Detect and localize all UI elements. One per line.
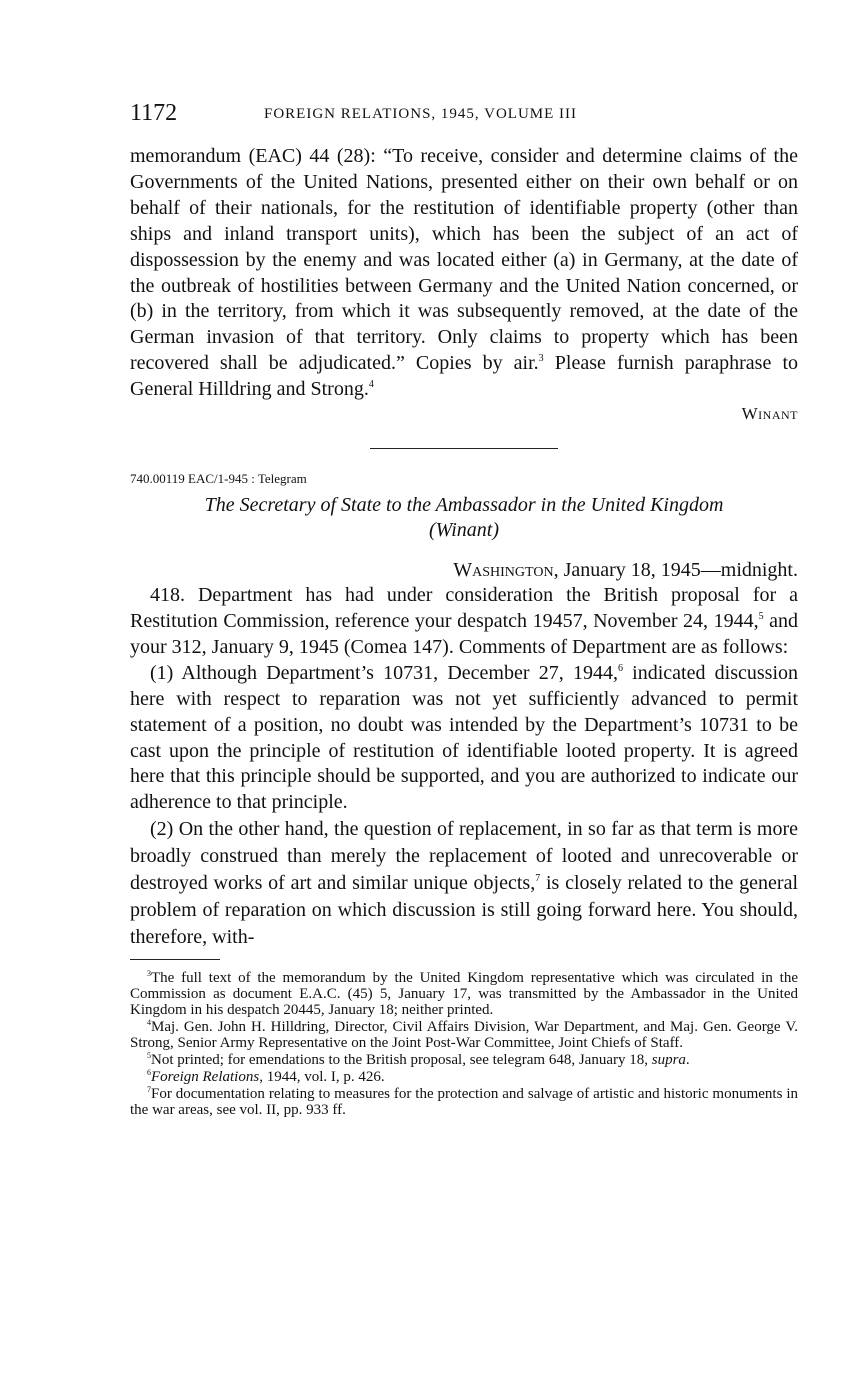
footnote-ref-3[interactable]: 3 — [538, 353, 544, 365]
page-number: 1172 — [130, 100, 178, 126]
footnote-3: $^3$The full text of the memorandum by the United Kingdom representative which was circulated in the Commission as document E.A.C. (45) 5, January 17, was transmitted by the Ambassador in the United Kingdom in his despatch 20445, January 18; neither printed. — [130, 969, 798, 1019]
dateline-date: , January 18, 1945—midnight. — [553, 559, 798, 582]
continued-paragraph: memorandum (EAC) 44 (28): “To receive, consider and determine claims of the Governments of the United Nations, presented either on their own behalf or on behalf of their nationals, for the restitution of identifiable property (other than ships and inland transport units), which has been the subject of an act of dispossession by the enemy and was located either (a) in Germany, at the date of the outbreak of hostilities between Germany and the United Nation concerned, or (b) in the territory, from which it was subsequently removed, at the date of the German invasion of that territory. Only claims to property which has been recovered shall be adjudicated.” Copies by air.$^3$ Please furnish paraphrase to General Hilldring and Strong.$^4$ — [130, 145, 798, 401]
footnote-ref-6[interactable]: 6 — [617, 662, 623, 674]
footnote-ref-4[interactable]: 4 — [368, 379, 374, 391]
section-divider — [370, 448, 558, 449]
footnote-5: $^5$Not printed; for emendations to the British proposal, see telegram 648, January 18, supra. — [147, 1051, 690, 1069]
body-paragraph-2: (1) Although Department’s 10731, December 27, 1944,$^6$ indicated discussion here with respect to reparation was not yet sufficiently advanced to permit statement of a position, no doubt was intended by the Department’s 10731 to be cast upon the principle of restitution of identifiable looted property. It is agreed here that this principle should be supported, and you are authorized to indicate our adherence to that principle. — [130, 661, 799, 814]
footnote-4: $^4$Maj. Gen. John H. Hilldring, Director, Civil Affairs Division, War Department, and Maj. Gen. George V. Strong, Senior Army Representative on the Joint Post-War Committee, Joint Chiefs of Staff. — [130, 1018, 798, 1052]
footnote-ref-5[interactable]: 5 — [758, 610, 764, 622]
page-header — [130, 96, 798, 130]
signature: Winant — [741, 404, 798, 424]
footnote-divider — [130, 959, 220, 960]
page — [130, 96, 798, 1119]
document-id: 740.00119 EAC/1-945 : Telegram — [130, 471, 307, 487]
footnote-7: $^7$For documentation relating to measures for the protection and salvage of artistic and historic monuments in the war areas, see vol. II, pp. 933 ff. — [130, 1085, 798, 1119]
body-paragraph-3: (2) On the other hand, the question of replacement, in so far as that term is more broadly construed than merely the replacement of looted and unrecoverable or destroyed works of art and similar unique objects,$^7$ is closely related to the general problem of reparation on which discussion is still going forward here. You should, therefore, with- — [130, 818, 799, 949]
footnote-6: $^6$Foreign Relations, 1944, vol. I, p. 426. — [147, 1068, 385, 1086]
document-title: The Secretary of State to the Ambassador in the United Kingdom (Winant) — [204, 494, 724, 542]
footnotes — [130, 970, 798, 1118]
dateline-place: Washington — [453, 559, 554, 582]
dateline — [130, 557, 798, 583]
body-paragraph-1: 418. Department has had under consideration the British proposal for a Restitution Commission, reference your despatch 19457, November 24, 1944,$^5$ and your 312, January 9, 1945 (Comea 147). Comments of Department are as follows: — [130, 584, 798, 658]
running-head: FOREIGN RELATIONS, 1945, VOLUME III — [264, 106, 578, 122]
footnote-ref-7[interactable]: 7 — [535, 873, 541, 885]
